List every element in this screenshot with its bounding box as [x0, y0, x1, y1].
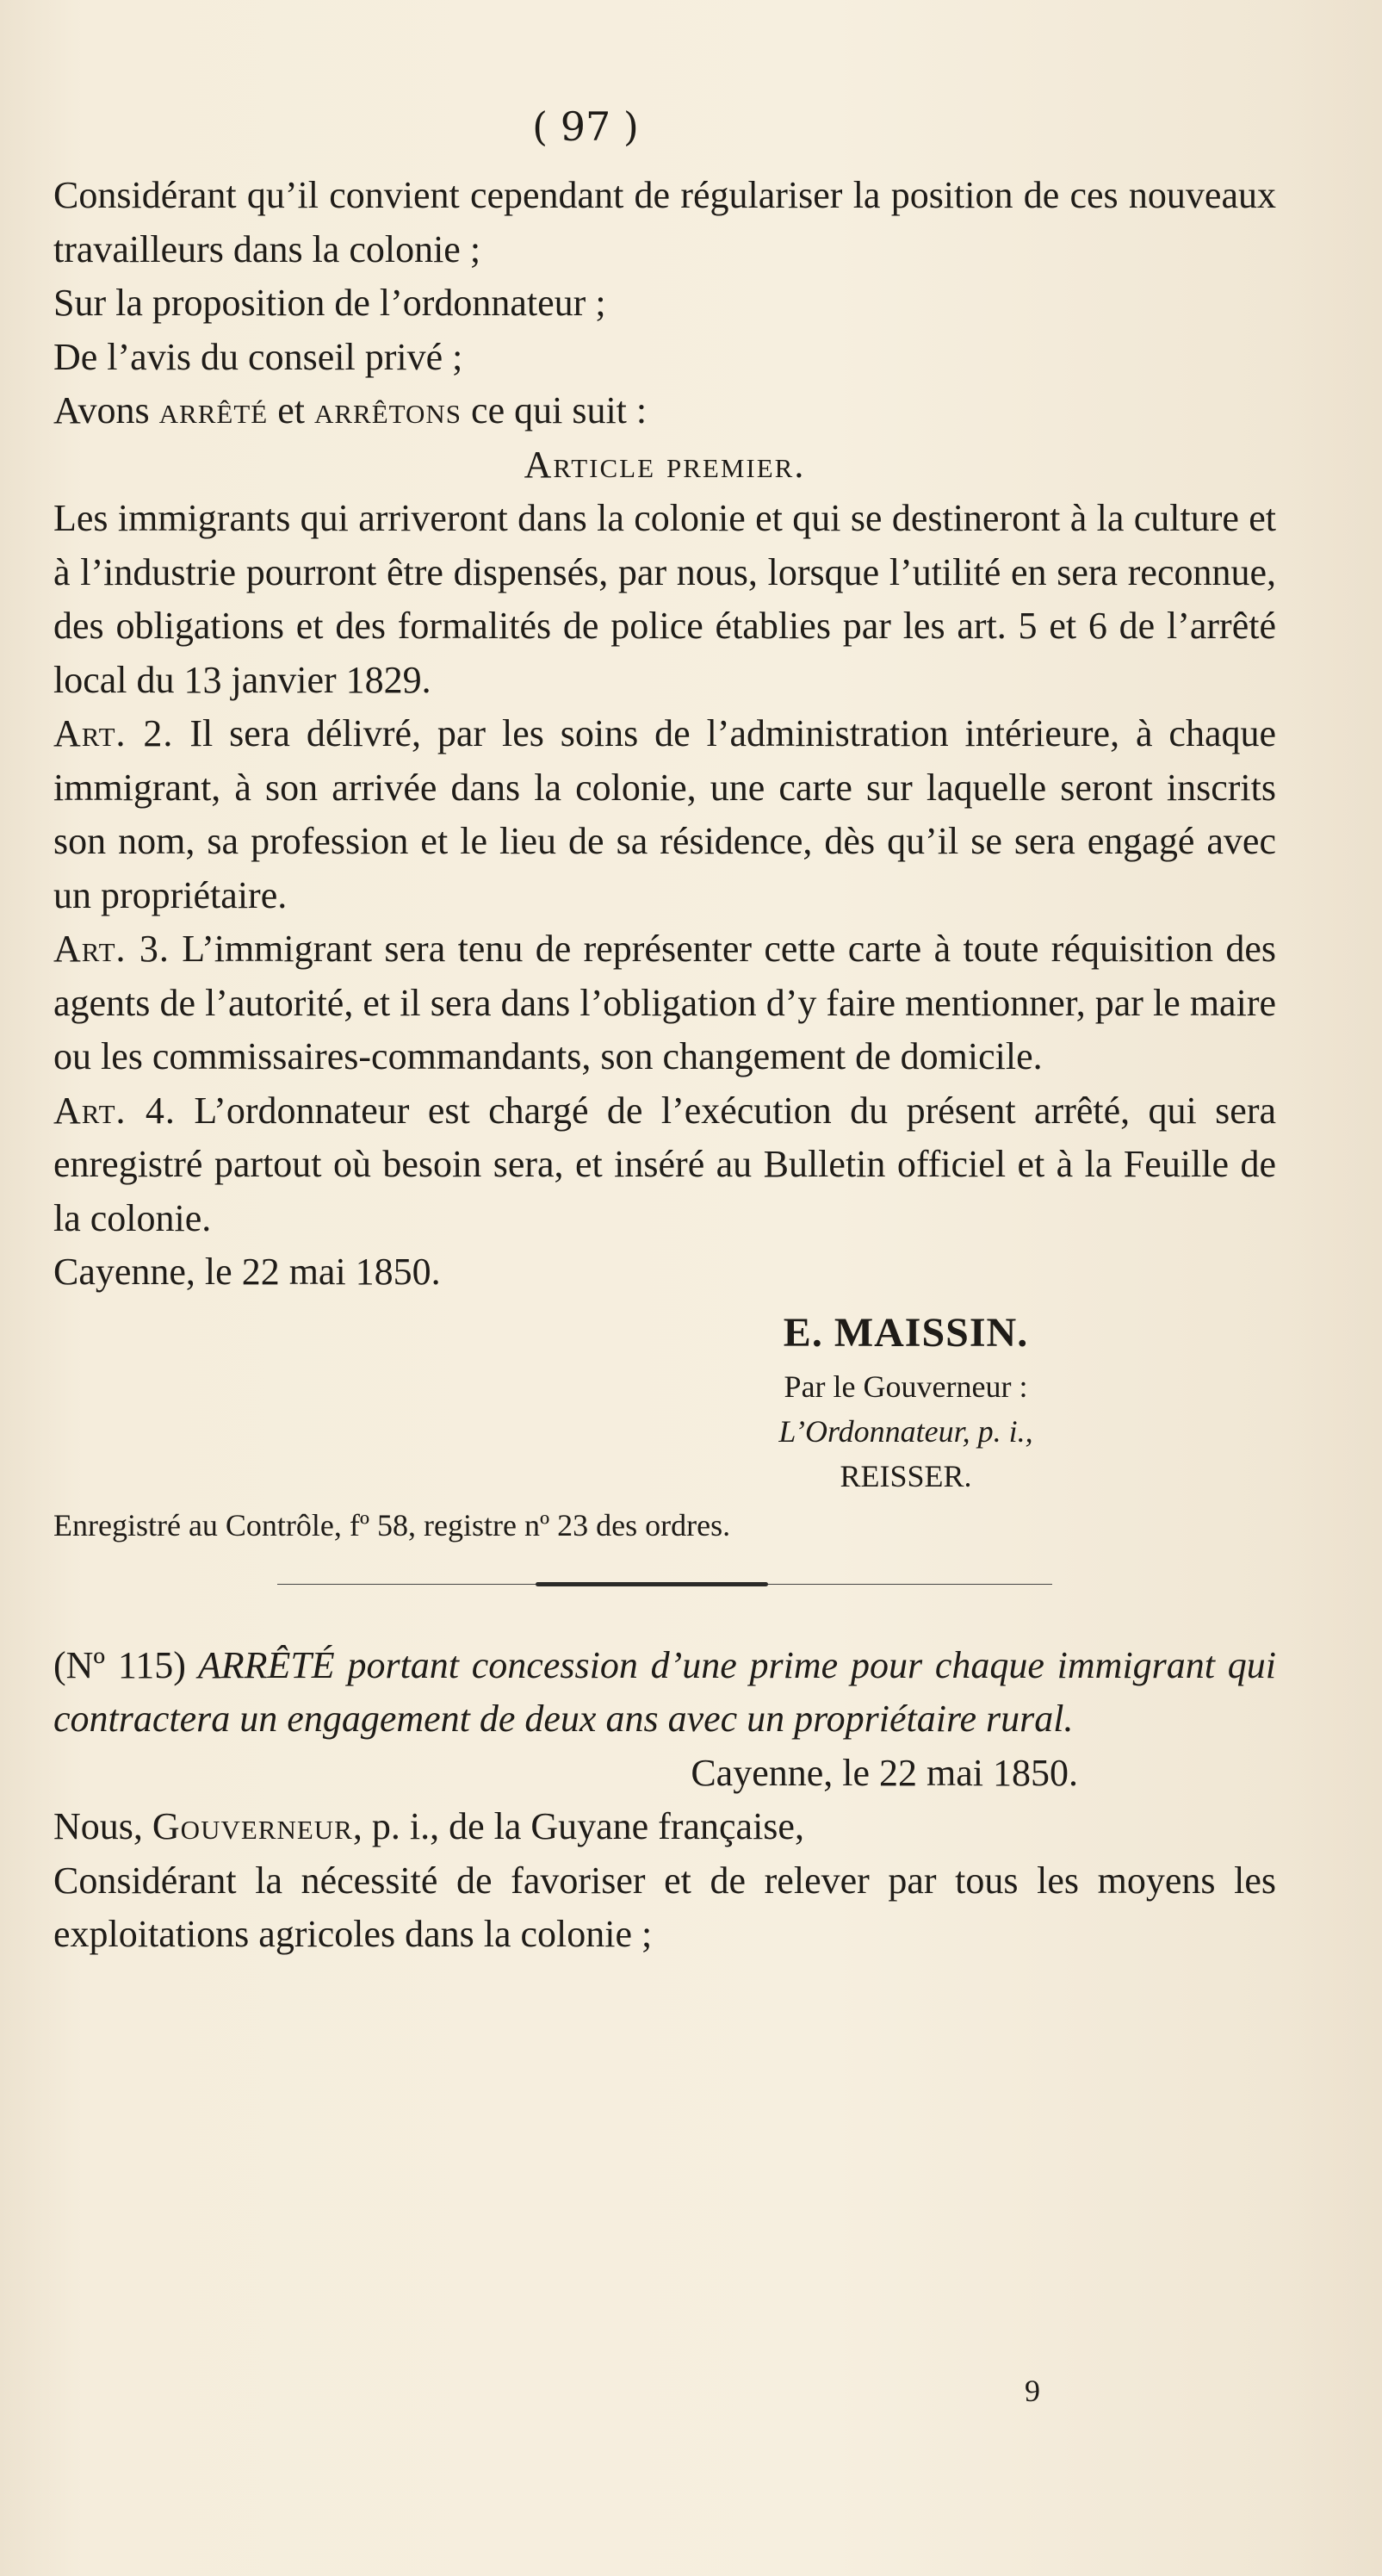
- place-date: Cayenne, le 22 mai 1850.: [53, 1251, 441, 1293]
- article-premier-heading: Article premier.: [524, 443, 806, 486]
- arrete-word: arrêté: [158, 389, 269, 431]
- article-4-text: L’ordonnateur est chargé de l’exécution du présent arrêté, qui sera enregistré partout où besoin sera, et inséré au Bulletin officiel et à la Feuille de la colonie.: [53, 1089, 1277, 1239]
- registration-note: Enregistré au Contrôle, fº 58, registre nº 23 des ordres.: [53, 1507, 731, 1542]
- article-2: [53, 707, 1276, 922]
- et-text: et: [268, 389, 314, 431]
- article-2-label: Art. 2.: [53, 712, 174, 754]
- article-3: [53, 922, 1276, 1084]
- paragraph-avons: [53, 384, 1276, 438]
- gouverneur-word: Gouverneur: [152, 1805, 353, 1847]
- signatory-office: L’Ordonnateur, p. i.,: [778, 1413, 1033, 1449]
- paragraph-avis: De l’avis du conseil privé ;: [53, 335, 463, 378]
- signature-block: [53, 1303, 1276, 1499]
- page-edge-shadow: [1279, 0, 1382, 2576]
- article-4-label: Art. 4.: [53, 1089, 176, 1132]
- decree-title: [53, 1639, 1276, 1747]
- avons-text: Avons: [53, 389, 159, 431]
- paragraph-considerant: Considérant qu’il convient cependant de régulariser la position de ces nouveaux travailleurs dans la colonie ;: [53, 174, 1276, 270]
- decree-line-nous: [53, 1800, 1276, 1854]
- signature-mark: 9: [1025, 2374, 1040, 2408]
- suit-text: ce qui suit :: [462, 389, 648, 431]
- decree-title-text: ARRÊTÉ portant concession d’une prime pour chaque immigrant qui contractera un engagement de deux ans avec un propriétaire rural.: [53, 1643, 1277, 1740]
- article-3-label: Art. 3.: [53, 928, 170, 970]
- folio-number: ( 97 ): [532, 103, 639, 150]
- guyane-text: , p. i., de la Guyane française,: [352, 1805, 804, 1847]
- decree-115: [53, 1639, 1276, 1962]
- signatory-by: Par le Gouverneur :: [784, 1369, 1028, 1404]
- nous-text: Nous,: [53, 1805, 152, 1847]
- decree-line-considerant: Considérant la nécessité de favoriser et de relever par tous les moyens les exploitations agricoles dans la colonie ;: [53, 1859, 1276, 1955]
- signatory-official: REISSER.: [840, 1458, 972, 1493]
- decree-number: (Nº 115): [53, 1643, 186, 1686]
- signatory-name: E. MAISSIN.: [783, 1309, 1029, 1356]
- article-2-text: Il sera délivré, par les soins de l’administration intérieure, à chaque immigrant, à son arrivée dans la colonie, une carte sur laquelle seront inscrits son nom, sa profession et le lieu de sa résidence, dès qu’il se sera engagé avec un propriétaire.: [53, 712, 1277, 916]
- decree-date: Cayenne, le 22 mai 1850.: [691, 1751, 1078, 1794]
- article-1: Les immigrants qui arriveront dans la colonie et qui se destineront à la culture et à l’industrie pourront être dispensés, par nous, lorsque l’utilité en sera reconnue, des obligations et des formalités de police établies par les art. 5 et 6 de l’arrêté local du 13 janvier 1829.: [53, 497, 1276, 701]
- article-3-text: L’immigrant sera tenu de représenter cette carte à toute réquisition des agents de l’autorité, et il sera dans l’obligation d’y faire mentionner, par le maire ou les commissaires-commandants, son changement de domicile.: [53, 928, 1276, 1077]
- body-text: [53, 169, 1276, 1962]
- section-divider: [277, 1582, 1052, 1587]
- arretons-word: arrêtons: [313, 389, 462, 431]
- paragraph-proposition: Sur la proposition de l’ordonnateur ;: [53, 282, 606, 324]
- article-4: [53, 1084, 1276, 1246]
